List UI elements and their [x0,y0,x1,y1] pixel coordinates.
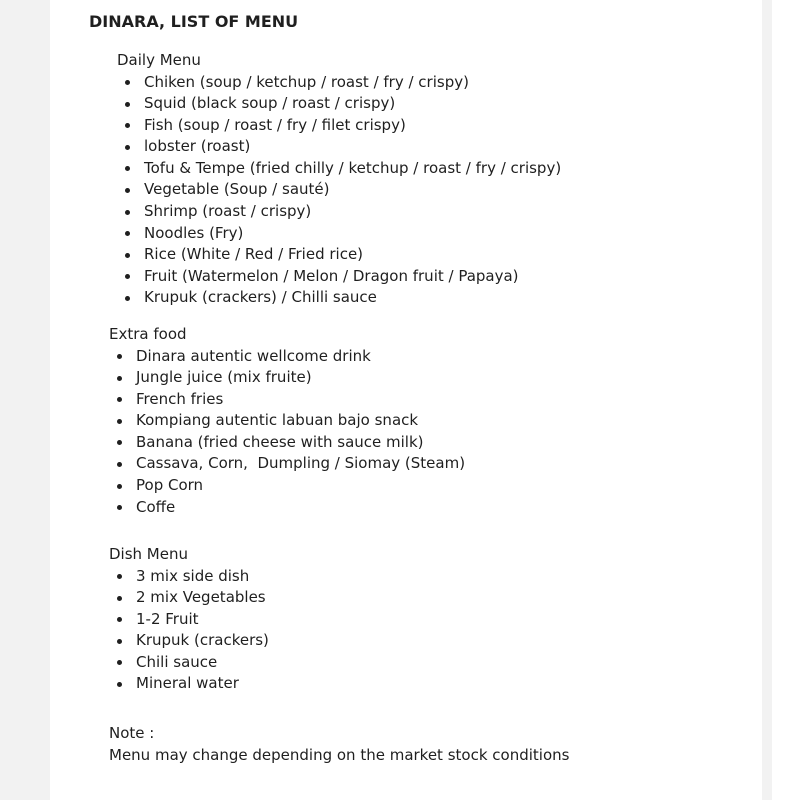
bullet-icon [117,617,122,622]
title-prefix: DINARA, [89,12,171,31]
list-item-text: lobster (roast) [144,137,251,156]
list-item-text: Mineral water [136,674,239,693]
bullet-icon [125,188,130,193]
list-item-text: Noodles (Fry) [144,223,244,242]
list-item-text: French fries [136,389,224,408]
list-item-text: Rice (White / Red / Fried rice) [144,245,364,264]
dish-menu-section [109,544,269,695]
list-item [117,223,561,245]
list-item [109,389,465,411]
list-item [109,566,269,588]
bullet-icon [125,102,130,107]
bullet-icon [125,123,130,128]
list-item-text: Dinara autentic wellcome drink [136,346,371,365]
extra-food-list [109,346,465,519]
bullet-icon [117,574,122,579]
list-item-text: Fruit (Watermelon / Melon / Dragon fruit / Papaya) [144,266,519,285]
list-item [109,587,269,609]
dish-menu-heading: Dish Menu [109,545,188,563]
bullet-icon [117,440,122,445]
list-item [109,673,269,695]
list-item [117,93,561,115]
list-item [117,72,561,94]
list-item [109,432,465,454]
list-item [109,346,465,368]
document-page [50,0,762,800]
bullet-icon [125,296,130,301]
list-item [109,367,465,389]
bullet-icon [117,596,122,601]
bullet-icon [125,253,130,258]
bullet-icon [125,80,130,85]
list-item-text: Coffe [136,497,176,516]
list-item-text: Vegetable (Soup / sauté) [144,180,330,199]
list-item-text: Chili sauce [136,652,218,671]
daily-menu-heading: Daily Menu [117,51,201,69]
bullet-icon [125,166,130,171]
list-item [109,652,269,674]
note-label: Note : [109,724,155,742]
list-item [117,136,561,158]
bullet-icon [117,462,122,467]
list-item-text: Jungle juice (mix fruite) [136,368,312,387]
page-edge [772,0,800,800]
bullet-icon [125,210,130,215]
bullet-icon [117,376,122,381]
list-item-text: Chiken (soup / ketchup / roast / fry / crispy) [144,72,469,91]
bullet-icon [125,231,130,236]
bullet-icon [117,639,122,644]
bullet-icon [117,505,122,510]
bullet-icon [117,397,122,402]
list-item-text: Banana (fried cheese with sauce milk) [136,432,424,451]
list-item [109,475,465,497]
document-title [89,11,298,33]
list-item [117,266,561,288]
list-item [117,115,561,137]
list-item-text: 3 mix side dish [136,566,250,585]
daily-menu-list [117,72,561,310]
list-item-text: Squid (black soup / roast / crispy) [144,94,396,113]
bullet-icon [117,660,122,665]
daily-menu-section [117,50,561,309]
dish-menu-list [109,566,269,696]
list-item [109,453,465,475]
list-item-text: Krupuk (crackers) [136,631,269,650]
list-item-text: Fish (soup / roast / fry / filet crispy) [144,115,406,134]
list-item [117,287,561,309]
list-item [109,410,465,432]
note-text: Menu may change depending on the market stock conditions [109,746,570,764]
list-item-text: Pop Corn [136,476,204,495]
list-item-text: 2 mix Vegetables [136,588,266,607]
note-section [109,722,569,766]
list-item [109,630,269,652]
bullet-icon [117,354,122,359]
bullet-icon [125,274,130,279]
bullet-icon [117,484,122,489]
list-item [109,609,269,631]
list-item-text: Kompiang autentic labuan bajo snack [136,411,419,430]
list-item-text: Tofu & Tempe (fried chilly / ketchup / roast / fry / crispy) [144,158,562,177]
list-item [117,244,561,266]
bullet-icon [125,145,130,150]
list-item [117,201,561,223]
list-item-text: 1-2 Fruit [136,609,199,628]
bullet-icon [117,682,122,687]
extra-food-section [109,324,465,518]
list-item [109,497,465,519]
list-item-text: Cassava, Corn, Dumpling / Siomay (Steam) [136,454,466,473]
list-item [117,158,561,180]
bullet-icon [117,419,122,424]
extra-food-heading: Extra food [109,325,187,343]
list-item-text: Shrimp (roast / crispy) [144,202,312,221]
list-item [117,179,561,201]
list-item-text: Krupuk (crackers) / Chilli sauce [144,288,377,307]
title-bold: LIST OF MENU [170,12,299,31]
